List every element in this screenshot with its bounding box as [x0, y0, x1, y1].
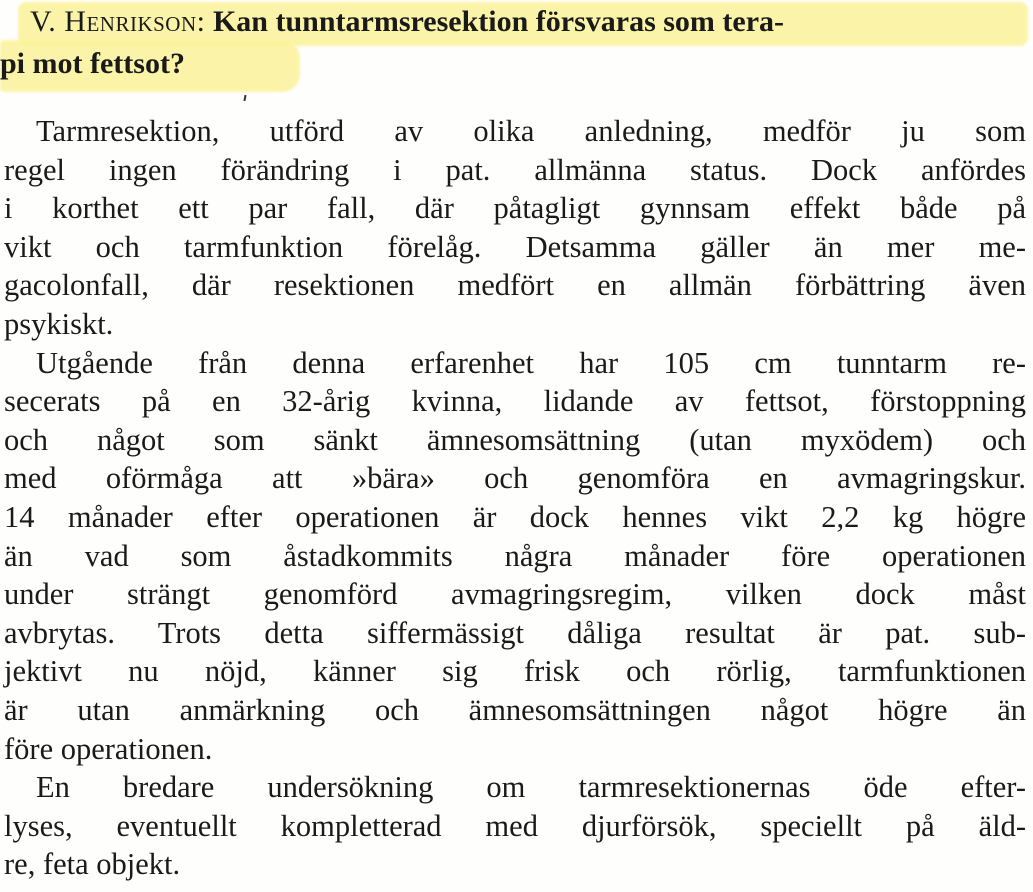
text-line: psykiskt.: [4, 306, 114, 341]
paragraph: [4, 344, 1026, 769]
text-line: avbrytas. Trots detta siffermässigt dåliga resultat är pat. sub-: [4, 615, 1026, 650]
paragraph: [4, 112, 1026, 344]
text-line: än vad som åstadkommits några månader före operationen: [4, 538, 1026, 573]
text-line: re, feta objekt.: [4, 847, 181, 882]
text-line: 14 månader efter operationen är dock hennes vikt 2,2 kg högre: [4, 499, 1026, 534]
text-line: före operationen.: [4, 731, 213, 766]
title-text: Kan tunntarmsresektion försvaras som tera-: [212, 5, 785, 38]
article-title-line-1: [30, 0, 784, 44]
author-name: V. Henrikson:: [30, 5, 206, 38]
text-line: gacolonfall, där resektionen medfört en allmän förbättring även: [4, 268, 1026, 303]
text-line: vikt och tarmfunktion förelåg. Detsamma gäller än mer me-: [4, 229, 1026, 264]
paragraph: [4, 768, 1026, 884]
text-line: i korthet ett par fall, där påtagligt gynnsam effekt både på: [4, 191, 1026, 226]
text-line: lyses, eventuellt kompletterad med djurförsök, speciellt på äld-: [4, 808, 1026, 843]
text-line: är utan anmärkning och ämnesomsättningen något högre än: [4, 692, 1026, 727]
article-title-line-2: [0, 42, 185, 86]
text-line: och något som sänkt ämnesomsättning (utan myxödem) och: [4, 422, 1026, 457]
text-line: Tarmresektion, utförd av olika anledning, medför ju som: [36, 114, 1026, 148]
text-line: under strängt genomförd avmagringsregim, vilken dock måst: [4, 577, 1026, 612]
text-line: En bredare undersökning om tarmresektionernas öde efter-: [36, 770, 1026, 805]
text-line: Utgående från denna erfarenhet har 105 cm tunntarm re-: [36, 345, 1026, 380]
article-body: [4, 112, 1026, 884]
text-line: jektivt nu nöjd, känner sig frisk och rörlig, tarmfunktionen: [4, 654, 1026, 689]
title-text-continued: pi mot fettsot?: [0, 47, 185, 80]
text-line: med oförmåga att »bära» och genomföra en avmagringskur.: [4, 461, 1026, 496]
text-line: regel ingen förändring i pat. allmänna status. Dock anfördes: [4, 152, 1026, 187]
print-speck: [243, 95, 246, 101]
text-line: secerats på en 32-årig kvinna, lidande av fettsot, förstoppning: [4, 384, 1026, 419]
